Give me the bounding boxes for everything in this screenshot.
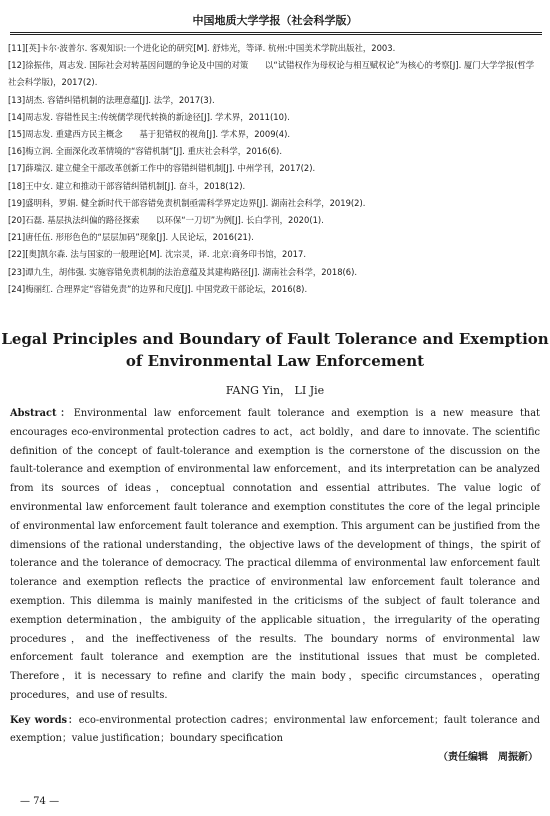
abstract-text: Environmental law enforcement fault tolerance and exemption is a new measure that encourages eco-environmental protection cadres to act，act boldly，and dare to innovate. The scientific definition of the concept of fault-tolerance and exemption is the cornerstone of the discussion on the fault-tolerance and exemption of environmental law enforcement，and its interpretation can be analyzed from its sources of ideas，conceptual connotation and essential attributes. The value logic of environmental law enforcement fault tolerance and exemption constitutes the core of the legal principle of environmental law enforcement fault tolerance and exemption. This argument can be justified from the dimensions of the rational understanding，the objective laws of the development of things，the spirit of tolerance and the tolerance of democracy. The practical dilemma of environmental law enforcement fault tolerance and exemption reflects the practice of environmental law enforcement fault tolerance and exemption. This dilemma is mainly manifested in the criticisms of the subject of fault tolerance and exemption determination，the ambiguity of the applicable situation，the irregularity of the operating procedures，and the ineffectiveness of the results. The boundary norms of environmental law enforcement fault tolerance and exemption are the institutional issues that must be completed. Therefore，it is necessary to refine and clarify the main body，specific circumstances，operating procedures，and use of results. [10,408,550,701]
reference-item: [24]梅丽红. 合理界定“容错免责”的边界和尺度[J]. 中国党政干部论坛，2016(8). [8,283,308,294]
keywords-label: Key words： [10,715,79,726]
reference-item: [14]周志发. 容错性民主:传统儒学现代转换的新途径[J]. 学术界，2011(10). [8,111,290,122]
reference-item: [18]王中女. 建立和推动干部容错纠错机制[J]. 奋斗，2018(12). [8,180,246,191]
keywords [10,712,540,748]
reference-item: [20]石磊. 基层执法纠偏的路径探索 以环保“一刀切”为例[J]. 长白学刊，2020(1). [8,215,324,226]
reference-item: [21]唐任伍. 形形色色的“层层加码”现象[J]. 人民论坛，2016(21). [8,232,254,243]
article-title-line2: of Environmental Law Enforcement [125,352,425,370]
reference-item: [15]周志发. 重建西方民主概念 基于犯错权的视角[J]. 学术界，2009(4). [8,129,291,140]
reference-item: [19]盛明科，罗娟. 健全新时代干部容错免责机制亟需科学界定边界[J]. 湖南社会科学，2019(2). [8,197,366,208]
responsible-editor: （责任编辑 周振新） [438,752,538,763]
article-authors: FANG Yin， LI Jie [225,384,325,397]
journal-header: 中国地质大学学报（社会科学版） [192,14,358,27]
reference-item: [16]梅立润. 全面深化改革情境的“容错机制”[J]. 重庆社会科学，2016(6). [8,146,282,157]
keywords-text: eco-environmental protection cadres；environmental law enforcement；fault tolerance and exemption；value justification；boundary specification [10,715,540,744]
header-rule-thin [10,34,542,35]
article-title-line1: Legal Principles and Boundary of Fault Tolerance and Exemption [1,330,549,348]
article-title [0,328,550,372]
reference-item: [17]薛瑞汉. 建立健全干部改革创新工作中的容错纠错机制[J]. 中州学刊，2017(2). [8,163,316,174]
abstract [10,405,550,706]
reference-item: [23]谭九生，胡伟强. 实施容错免责机制的法治意蕴及其建构路径[J]. 湖南社会科学，2018(6). [8,266,358,277]
abstract-label: Abstract： [10,408,74,419]
reference-item: [11][英]卡尔·波普尔. 客观知识:一个进化论的研究[M]. 舒炜光，等译. 杭州:中国美术学院出版社，2003. [8,43,396,53]
header-rule [10,32,542,33]
reference-list [8,40,540,298]
reference-item: [13]胡杰. 容错纠错机制的法理意蕴[J]. 法学，2017(3). [8,94,215,105]
page-number: — 74 — [20,796,60,807]
reference-item: [12]徐振伟，周志发. 国际社会对转基因问题的争论及中国的对策 以“试错权作为母权论与相互赋权论”为核心的考察[J]. 厦门大学学报(哲学社会科学版)，2017(2). [8,60,535,88]
reference-item: [22][奥]凯尔森. 法与国家的一般理论[M]. 沈宗灵，译. 北京:商务印书馆，2017. [8,249,307,260]
